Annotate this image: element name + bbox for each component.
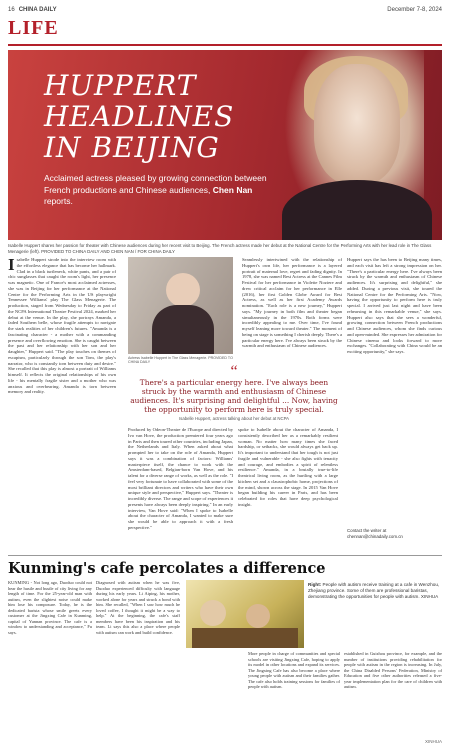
page-header (8, 5, 442, 15)
dropcap: I (8, 257, 15, 274)
headline: HUPPERT HEADLINES IN BEIJING (44, 69, 235, 164)
cafe-photo-caption: Right: People with autism receive training at a cafe in Wenzhou, Zhejiang province. Some of them are professional baristas, demonstrating the opportunities for people with autism. XINHUA (308, 582, 440, 599)
quote-text: There's a particular energy here. I've always been struck by the warmth and enthusiasm of Chinese audiences. It's surprising and delightful ... Now, having the opportunity to perform here is truly special. (130, 378, 338, 414)
article-column-3: spoke to Isabelle about the character of Amanda, I consistently described her as a remarkably resilient woman. No matter how many times she faced hardship, or setbacks, she would always get back up. It's important to understand that her tough is not just fragile and vulnerable - she also fights with tenacity and courage, and embodies a spirit of relentless resilience." Amanda, in a brutally true-to-life theatrical living room, as the hurtling with a large kitchen set and a claustrophobic home, projections of the mind, shown across the stage. In 2015 Van Hove began building his career in Paris, and has been celebrated for roles that have deep psychological insight. (238, 427, 338, 507)
stage-photo (128, 257, 233, 354)
story-divider (8, 555, 442, 556)
deck: Acclaimed actress pleased by growing connection between French productions and Chinese audiences, Chen Nan reports. (44, 173, 267, 206)
paper-name: CHINA DAILY (18, 7, 57, 13)
article-text: sabelle Huppert strode into the interview room with the effortless elegance that has become her hallmark. Clad in a black turtleneck, white pants, and a pair of chic sunglasses that caught the room's light, her presence was magnetic. One of France's most acclaimed actresses, she was in Beijing for her performance at the National Centre for the Performing Arts in the US playwright Tennessee Williams' play The Glass Menagerie. The production, staged from Wednesday to Friday as part of the NCPA International Theatre Festival 2024, marked her debut at the venue. In the play, she portrays Amanda, a faded Southern belle, whose fragile attempts to navigate the stark realities of her children's futures. "Amanda is a fascinating character - a mother with a commanding presence and overflowing emotion. She is caught between the past and her relationship with her son and her daughter," Huppert said. "The play touches on themes of escapism, particularly through the son Tom, the play's narrator, who is constantly torn between duty and desire." She recalled that this play is almost a portrait of Williams himself. It reflects the original relationships of his own life - his mentally fragile sister and a mother who was anxious and overbearing. Amanda is torn between memory and reality. (8, 257, 116, 395)
section-title: LIFE (8, 17, 59, 39)
article-column-2: Produced by Odeon-Theatre de l'Europe and directed by Ivo van Hove, the production premiered four years ago in Paris and then toured other countries, including Japan, the Netherlands and Italy. When asked about what prompted her to take on the role of Amanda, Huppert says it was a combination of factors: Williams' masterpiece itself, the chance to work with the Amsterdam-based, Belgian-born Van Hove, and his talent for a diverse range of works, as well as the role. "I feel very fortunate to have collaborated with some of the most brilliant directors and writers who have their own unique style and perspective," Huppert says. "Theater is incredibly diverse. The range and scope of experiences it presents have always been deeply inspiring." In an early interview, Van Hove said: "When I spoke to Isabelle about the character of Amanda, I wanted to make sure she would be able to approach it with a fresh perspective." (128, 427, 233, 530)
story2-column-2: Diagnosed with autism when he was five, Duoduo experienced difficulty with language during his early years. Li Aiping, his mother, worked alone for years and struck a bond with him. She recalled, "When I saw how much he loved coffee, I thought it might be a way to help." At the beginning, the cafe's staff members have been his inspiration and his team. Li says this also a place where people with autism can work and build confidence. (96, 580, 180, 635)
cafe-photo (186, 580, 304, 648)
story2-column-3: More people in charge of communities and special schools are visiting Jingxing Cafe, hoping to apply its model in other locations and expand its services. The Jingxing Cafe has also become a place where young people with autism and their families gather. The cafe also holds training sessions for families of people with autism. (248, 651, 340, 689)
article-column-1 (8, 257, 116, 549)
page-number: 16 (8, 7, 15, 13)
issue-date: December 7-8, 2024 (387, 7, 442, 13)
section-rule (8, 44, 442, 46)
story2-headline: Kunming's cafe percolates a difference (8, 560, 326, 577)
article-column-5: Huppert says the has been to Beijing many times, and each visit has left a strong impression on her. "There's a particular energy here. I've always been struck by the warmth and enthusiasm of Chinese audiences. It's surprising and delightful," she added. During a previous visit, she toured the National Centre for the Performing Arts. "Now, having the opportunity to perform here is truly special. I arrived just last night and have been rehearsing in this remarkable venue," she says. Huppert also says that she sees a wonderful, growing connection between French productions and Chinese audiences, whom she finds curious and open-minded. She expresses her admiration for Chinese cinema and looks forward to more exchanges. "Collaborating with China would be an exciting opportunity," she says. (347, 257, 442, 354)
footer-credit: XINHUA (424, 739, 442, 744)
portrait-image (314, 64, 400, 184)
story2-column-1: KUNMING - Not long ago, Duoduo could not hear the hustle and bustle of city living for any length of time. For the 25-year-old man with autism, even the slightest noise could make him lose his composure. Today, he is the dedicated barista whose smile greets every customer at the Jingxing Cafe in Kunming, capital of Yunnan province. The cafe is a window to understanding and acceptance," Fu says. (8, 580, 92, 635)
quote-attribution: Isabelle Huppert, actress talking about her debut at NCPA (178, 416, 290, 421)
hero-banner (8, 50, 442, 240)
hero-caption: Isabelle Huppert shares her passion for theater with Chinese audiences during her recent visit to Beijing. The French actress made her debut at the National Centre for the Performing Arts with her lead role in The Glass Menagerie (left). PROVIDED TO CHINA DAILY AND CHEN NAN / FOR CHINA DAILY (8, 243, 432, 254)
stage-photo-caption: Actress Isabelle Huppert in The Glass Menagerie. PROVIDED TO CHINA DAILY (128, 356, 233, 365)
story2-column-4: established in Guizhou province, for example, and the number of institutions providing rehabilitation for people with autism in the region is increasing. In July, the China Disabled Persons' Federation, Ministry of Education and five other authorities released a five-year implementation plan for the care of children with autism. (344, 651, 442, 689)
byline: Chen Nan (212, 184, 253, 195)
article-column-4: Seamlessly intertwined with the relationship of Huppert's own life, her performance is a layered portrait of maternal love, regret and fading dignity. In 1978, she was named Best Actress at the Cannes Film Festival for her performance in Violette Noziere and drew critical acclaim for her performance in Elle (2016), her first Golden Globe Award for Best Actress, as well as her first Academy Awards nomination. "Each role is a new journey," Huppert says. "My journey in both film and theater began simultaneously in the 1970s. Both forms were incredibly appealing to me. Over time, I've found myself leaning more toward theater." The moment of being on stage is something I cherish deeply. There's a particular energy here. I've always been struck by the warmth and enthusiasm of Chinese audiences. (242, 257, 342, 349)
quote-mark-icon: “ (230, 363, 238, 380)
contact-note: Contact the writer at chennan@chinadaily.com.cn (347, 528, 403, 539)
